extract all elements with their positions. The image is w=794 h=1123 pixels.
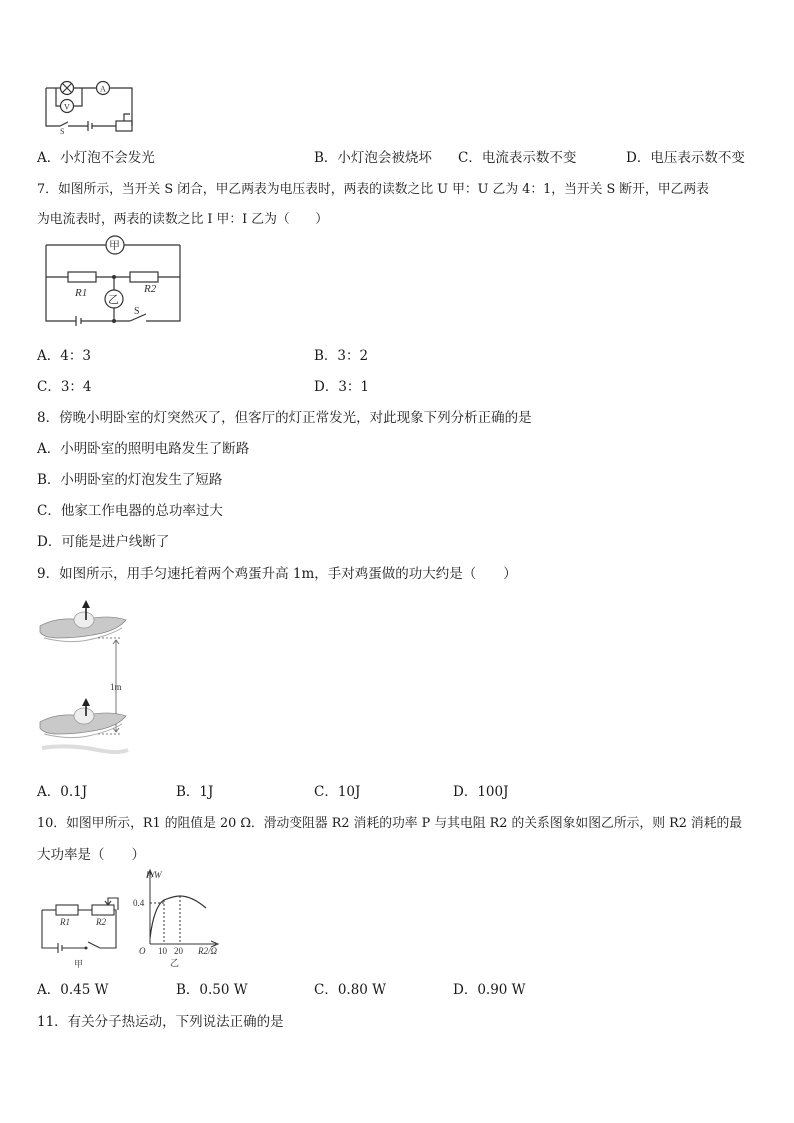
- q9-hand-eggs-figure: [38, 598, 130, 760]
- q8-option-d[interactable]: D．可能是进户线断了: [37, 534, 170, 550]
- q10-power-curve: [150, 896, 206, 938]
- q7-stem-line2: 为电流表时，两表的读数之比 I 甲：I 乙为（ ）: [37, 212, 329, 227]
- q10-option-c[interactable]: C．0.80 W: [314, 982, 387, 998]
- q7-option-b[interactable]: B．3：2: [314, 348, 369, 364]
- q10-yi-xlabel: R2/Ω: [198, 946, 218, 956]
- q11-stem: 11．有关分子热运动，下列说法正确的是: [37, 1014, 284, 1030]
- q9-option-b[interactable]: B．1J: [176, 784, 214, 800]
- q8-stem: 8．傍晚小明卧室的灯突然灭了，但客厅的灯正常发光，对此现象下列分析正确的是: [37, 410, 532, 426]
- q10-jia-caption: 甲: [74, 959, 84, 969]
- q10-option-a[interactable]: A．0.45 W: [37, 982, 109, 998]
- q10-yi-xtick-20: 20: [174, 946, 183, 956]
- svg-text:V: V: [64, 102, 70, 112]
- q6-option-b[interactable]: B．小灯泡会被烧坏: [314, 150, 432, 166]
- q10-option-d[interactable]: D．0.90 W: [453, 982, 526, 998]
- q9-option-d[interactable]: D．100J: [453, 784, 509, 800]
- q10-jia-r1-label: R1: [60, 917, 70, 927]
- q8-option-b[interactable]: B．小明卧室的灯泡发生了短路: [37, 472, 223, 488]
- q9-option-a[interactable]: A．0.1J: [37, 784, 88, 800]
- q8-option-a[interactable]: A．小明卧室的照明电路发生了断路: [37, 441, 250, 457]
- q7-meter-jia-label: 甲: [109, 240, 120, 252]
- q8-option-c[interactable]: C．他家工作电器的总功率过大: [37, 503, 223, 519]
- q10-graph-yi-figure: [128, 866, 228, 970]
- svg-text:A: A: [100, 84, 106, 94]
- q10-circuit-jia-figure: [38, 890, 120, 970]
- q7-meter-yi-label: 乙: [108, 294, 119, 306]
- q9-height-label: 1m: [110, 682, 122, 692]
- q6-option-c[interactable]: C．电流表示数不变: [458, 150, 577, 166]
- q6-option-d[interactable]: D．电压表示数不变: [626, 150, 745, 166]
- q7-option-d[interactable]: D．3：1: [314, 379, 370, 395]
- q10-yi-origin: O: [139, 946, 146, 956]
- q7-option-c[interactable]: C．3：4: [37, 379, 92, 395]
- q6-circuit-figure: [38, 76, 138, 134]
- q7-r2-label: R2: [144, 283, 157, 295]
- q7-stem-line1: 7．如图所示，当开关 S 闭合，甲乙两表为电压表时，两表的读数之比 U 甲：U 乙为 4：1，当开关 S 断开，甲乙两表: [37, 182, 709, 197]
- q6-switch-label: S: [60, 127, 65, 134]
- q10-yi-xtick-10: 10: [158, 946, 167, 956]
- q10-stem-line1: 10．如图甲所示，R1 的阻值是 20 Ω．滑动变阻器 R2 消耗的功率 P 与其电阻 R2 的关系图象如图乙所示，则 R2 消耗的最: [37, 816, 743, 831]
- q7-circuit-figure: [38, 232, 188, 330]
- q7-option-a[interactable]: A．4：3: [37, 348, 91, 364]
- q10-yi-ytick: 0.4: [133, 898, 145, 908]
- q10-stem-line2: 大功率是（ ）: [37, 847, 145, 863]
- q7-r1-label: R1: [75, 287, 88, 299]
- q10-jia-r2-label: R2: [96, 917, 106, 927]
- q6-option-a[interactable]: A．小灯泡不会发光: [37, 150, 155, 166]
- q9-stem: 9．如图所示，用手匀速托着两个鸡蛋升高 1m，手对鸡蛋做的功大约是（ ）: [37, 566, 517, 582]
- q7-switch-label: S: [134, 306, 140, 317]
- q10-option-b[interactable]: B．0.50 W: [176, 982, 248, 998]
- q10-yi-ylabel: P/W: [146, 870, 162, 880]
- q10-yi-caption: 乙: [170, 958, 180, 968]
- q9-option-c[interactable]: C．10J: [314, 784, 361, 800]
